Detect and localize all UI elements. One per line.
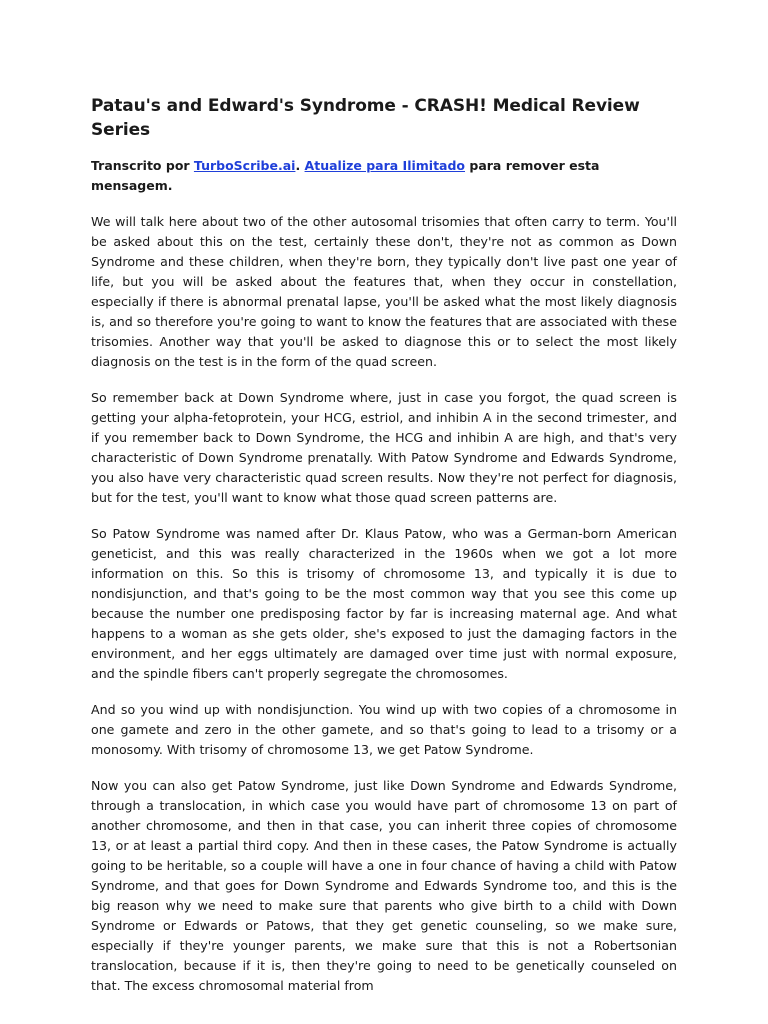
paragraph-5: Now you can also get Patow Syndrome, just like Down Syndrome and Edwards Syndrome, through a translocation, in which case you would have part of chromosome 13 on part of another chromosome, and then in that case, you can inherit three copies of chromosome 13, or at least a partial third copy. And then in these cases, the Patow Syndrome is actually going to be heritable, so a couple will have a one in four chance of having a child with Patow Syndrome, and that goes for Down Syndrome and Edwards Syndrome too, and this is the big reason why we need to make sure that parents who give birth to a child with Down Syndrome or Edwards or Patows, that they get genetic counseling, so we make sure, especially if they're younger parents, we make sure that this is not a Robertsonian translocation, because if it is, then they're going to need to be genetically counseled on that. The excess chromosomal material from	[91, 778, 677, 993]
notice-suffix: para remover esta mensagem.	[91, 158, 600, 193]
upgrade-link[interactable]: Atualize para Ilimitado	[304, 158, 466, 173]
notice-separator: .	[295, 158, 305, 173]
paragraph-3: So Patow Syndrome was named after Dr. Klaus Patow, who was a German-born American geneticist, and this was really characterized in the 1960s when we got a lot more information on this. So this is trisomy of chromosome 13, and typically it is due to nondisjunction, and that's going to be the most common way that you see this come up because the number one predisposing factor by far is increasing maternal age. And what happens to a woman as she gets older, she's exposed to just the damaging factors in the environment, and her eggs ultimately are damaged over time just with normal exposure, and the spindle fibers can't properly segregate the chromosomes.	[91, 526, 677, 681]
turboscribe-link[interactable]: TurboScribe.ai	[193, 158, 296, 173]
transcription-notice	[91, 156, 677, 196]
notice-prefix: Transcrito por	[91, 158, 194, 173]
page-title: Patau's and Edward's Syndrome - CRASH! Medical Review Series	[91, 96, 640, 140]
paragraph-1: We will talk here about two of the other autosomal trisomies that often carry to term. You'll be asked about this on the test, certainly these don't, they're not as common as Down Syndrome and these children, when they're born, they typically don't live past one year of life, but you will be asked about the features that, when they occur in constellation, especially if there is abnormal prenatal lapse, you'll be asked what the most likely diagnosis is, and so therefore you're going to want to know the features that are associated with these trisomies. Another way that you'll be asked to diagnose this or to select the most likely diagnosis on the test is in the form of the quad screen.	[91, 214, 677, 369]
paragraph-2: So remember back at Down Syndrome where, just in case you forgot, the quad screen is getting your alpha-fetoprotein, your HCG, estriol, and inhibin A in the second trimester, and if you remember back to Down Syndrome, the HCG and inhibin A are high, and that's very characteristic of Down Syndrome prenatally. With Patow Syndrome and Edwards Syndrome, you also have very characteristic quad screen results. Now they're not perfect for diagnosis, but for the test, you'll want to know what those quad screen patterns are.	[91, 390, 677, 505]
paragraph-4: And so you wind up with nondisjunction. You wind up with two copies of a chromosome in one gamete and zero in the other gamete, and so that's going to lead to a trisomy or a monosomy. With trisomy of chromosome 13, we get Patow Syndrome.	[91, 702, 677, 757]
